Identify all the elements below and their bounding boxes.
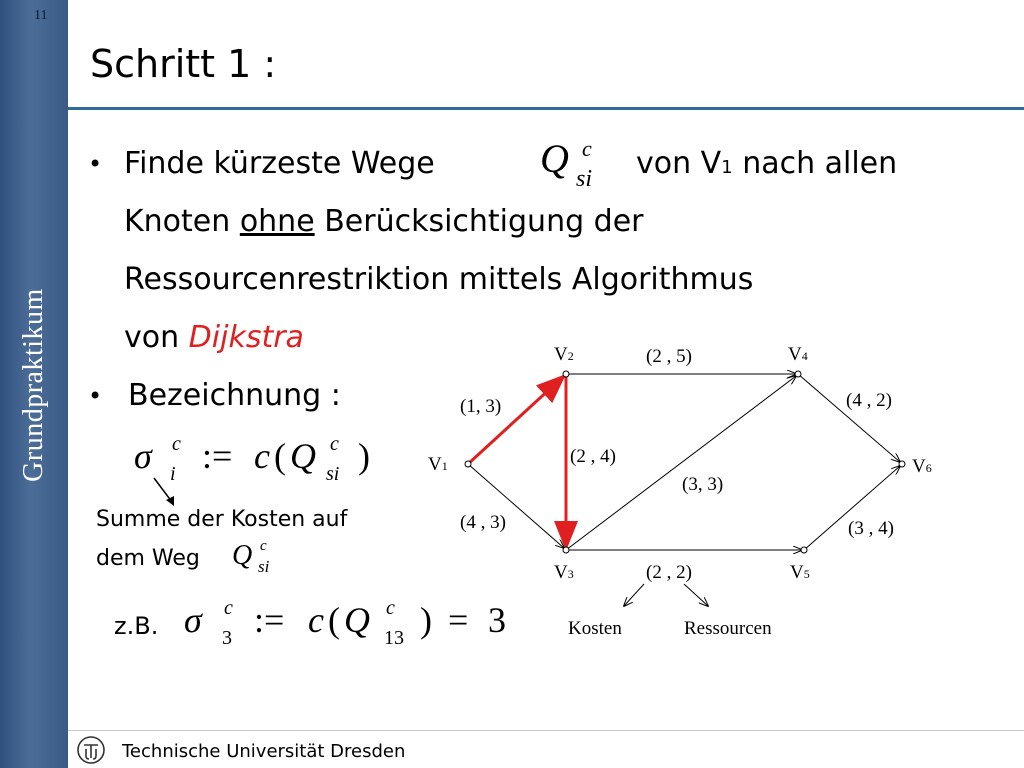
network-graph bbox=[420, 330, 980, 650]
node-v6 bbox=[899, 461, 905, 467]
formula-sigma: σ bbox=[134, 436, 152, 476]
note-formula-q-letter: Q bbox=[232, 540, 253, 571]
bullet-1-line-4 bbox=[124, 320, 304, 355]
ex-sigma-3: 3 bbox=[222, 627, 232, 649]
formula-assign: := bbox=[202, 436, 233, 476]
ex-assign: := bbox=[254, 600, 285, 640]
edge-v4-v6 bbox=[798, 374, 900, 462]
note-formula-svg bbox=[232, 536, 282, 580]
legend-resources: Ressourcen bbox=[684, 618, 772, 639]
edge-label-v2-v3: (2 , 4) bbox=[570, 446, 616, 467]
formula-c-func: c bbox=[254, 436, 270, 476]
formula-sigma-i: i bbox=[170, 463, 176, 485]
note-formula-c: c bbox=[260, 538, 267, 554]
formula-q-si-c-svg bbox=[538, 136, 618, 196]
note-line-1: Summe der Kosten auf bbox=[96, 507, 348, 532]
example-label: z.B. bbox=[114, 612, 159, 640]
node-label-v1: V1 bbox=[428, 454, 448, 475]
bullet-1-line-2 bbox=[124, 204, 644, 239]
bullet-1-line-2-b: Berücksichtigung der bbox=[314, 204, 644, 239]
slide-number: 11 bbox=[34, 8, 48, 23]
formula-open-paren: ( bbox=[274, 436, 286, 476]
formula-c: c bbox=[582, 136, 592, 161]
node-v3 bbox=[563, 547, 569, 553]
ex-equals: = bbox=[448, 600, 469, 640]
formula-sigma-c: c bbox=[172, 433, 181, 455]
ex-close-paren: ) bbox=[420, 600, 432, 640]
sidebar-label: Grundpraktikum bbox=[18, 288, 49, 482]
note-formula-q bbox=[232, 536, 282, 580]
bullet-1-line-1 bbox=[124, 146, 435, 181]
footer-university: Technische Universität Dresden bbox=[122, 741, 406, 762]
pointer-arrow bbox=[150, 476, 180, 510]
formula-q: Q bbox=[540, 136, 569, 181]
node-label-v6: V6 bbox=[912, 456, 932, 477]
node-label-v4: V4 bbox=[788, 344, 808, 365]
formula-q-si-c bbox=[538, 136, 618, 196]
bullet-1-line-4-a: von bbox=[124, 320, 189, 355]
bullet-2-text: Bezeichnung : bbox=[128, 378, 341, 413]
bullet-1-line-2-a: Knoten bbox=[124, 204, 240, 239]
bullet-marker-1: • bbox=[88, 150, 103, 178]
title-divider bbox=[68, 107, 1024, 110]
ex-q-c: c bbox=[386, 597, 395, 619]
ex-c-func: c bbox=[308, 600, 324, 640]
dijkstra-label: Dijkstra bbox=[188, 320, 304, 355]
ex-open-paren: ( bbox=[328, 600, 340, 640]
bullet-1-line-3: Ressourcenrestriktion mittels Algorithmus bbox=[124, 262, 754, 297]
bullet-1-sub: 1 bbox=[721, 157, 733, 178]
ex-result: 3 bbox=[488, 600, 506, 640]
formula-q-inner-c: c bbox=[330, 433, 339, 455]
note-line-2: dem Weg bbox=[96, 546, 200, 571]
note-formula-si: si bbox=[258, 557, 270, 576]
node-v4 bbox=[795, 371, 801, 377]
bullet-marker-2: • bbox=[88, 382, 103, 410]
node-v1 bbox=[465, 461, 471, 467]
edge-v1-v3 bbox=[468, 464, 564, 548]
edge-label-v3-v4: (3, 3) bbox=[682, 474, 724, 495]
edge-label-v2-v4: (2 , 5) bbox=[646, 346, 692, 367]
legend-arrow-cost bbox=[624, 584, 644, 606]
node-v2 bbox=[563, 371, 569, 377]
node-label-v5: V5 bbox=[790, 562, 810, 583]
bullet-1-line-2-underlined: ohne bbox=[239, 204, 315, 239]
ex-sigma: σ bbox=[184, 600, 202, 640]
bullet-1-line-1b bbox=[636, 146, 897, 181]
node-v5 bbox=[801, 547, 807, 553]
node-label-v3: V3 bbox=[554, 562, 574, 583]
bullet-1-text-c: nach allen bbox=[742, 146, 898, 181]
edge-label-v4-v6: (4 , 2) bbox=[846, 390, 892, 411]
edge-v1-v2-highlight bbox=[468, 376, 564, 464]
footer-divider bbox=[68, 730, 1024, 731]
bullet-1-text-a: Finde kürzeste Wege bbox=[124, 146, 435, 181]
formula-q-inner-si: si bbox=[326, 463, 340, 485]
formula-close-paren: ) bbox=[358, 436, 370, 476]
formula-q-inner: Q bbox=[290, 436, 316, 476]
slide-title: Schritt 1 : bbox=[90, 42, 277, 86]
tu-dresden-logo bbox=[76, 735, 106, 765]
legend-arrow-resources bbox=[684, 584, 708, 606]
bullet-1-text-b: von V bbox=[636, 146, 722, 181]
formula-si: si bbox=[576, 166, 593, 192]
edge-label-v5-v6: (3 , 4) bbox=[848, 518, 894, 539]
node-label-v2: V2 bbox=[554, 344, 574, 365]
ex-q: Q bbox=[344, 600, 370, 640]
edge-label-v1-v3: (4 , 3) bbox=[460, 512, 506, 533]
edge-label-v3-v5: (2 , 2) bbox=[646, 562, 692, 583]
legend-cost: Kosten bbox=[568, 618, 622, 639]
edge-label-v1-v2: (1, 3) bbox=[460, 396, 502, 417]
ex-sigma-c: c bbox=[224, 597, 233, 619]
ex-q-13: 13 bbox=[384, 627, 404, 649]
